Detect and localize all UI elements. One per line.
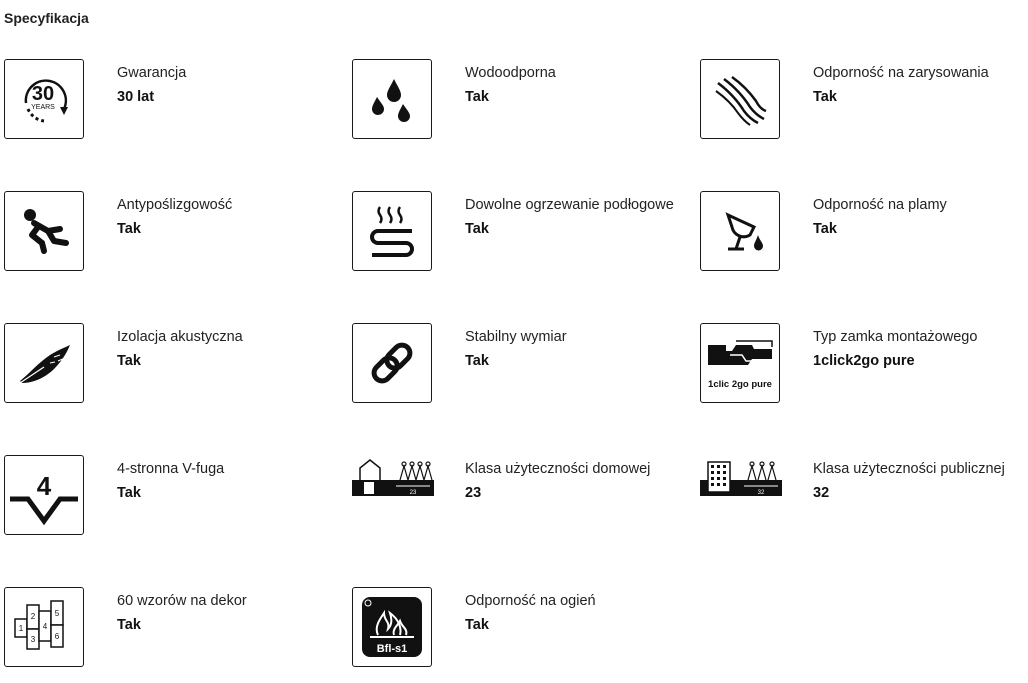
spec-label: Odporność na zarysowania (813, 65, 989, 81)
spec-label: 60 wzorów na dekor (117, 593, 247, 609)
v-groove-icon (4, 455, 84, 535)
spec-label: Typ zamka montażowego (813, 329, 978, 345)
spec-item-floor-heating (352, 191, 682, 275)
spec-label: 4-stronna V-fuga (117, 461, 225, 477)
spec-value: Tak (465, 221, 489, 237)
spec-item-acoustic-insulation (4, 323, 334, 407)
slip-icon (4, 191, 84, 271)
svg-text:2: 2 (30, 612, 36, 621)
spec-label: Klasa użyteczności publicznej (813, 461, 1005, 477)
svg-text:4: 4 (36, 471, 52, 501)
spec-item-dimensional-stability (352, 323, 682, 407)
spec-item-stain-resistance (700, 191, 1028, 275)
spec-value: Tak (813, 221, 837, 237)
svg-text:32: 32 (757, 490, 765, 496)
spec-value: 32 (813, 485, 830, 501)
spec-label: Stabilny wymiar (465, 329, 567, 345)
feather-icon (4, 323, 84, 403)
spec-item-scratch-resistance (700, 59, 1028, 143)
fire-resistance-icon (352, 587, 432, 667)
spec-item-waterproof (352, 59, 682, 143)
spec-item-anti-slip (4, 191, 334, 275)
spec-label: Odporność na ogień (465, 593, 596, 609)
svg-text:1clic 2go pure: 1clic 2go pure (708, 379, 772, 390)
spec-label: Odporność na plamy (813, 197, 947, 213)
floor-heating-icon (352, 191, 432, 271)
spec-item-domestic-class (352, 455, 682, 539)
water-drops-icon (352, 59, 432, 139)
spec-label: Dowolne ogrzewanie podłogowe (465, 197, 674, 213)
spec-value: Tak (465, 617, 489, 633)
spec-label: Wodoodporna (465, 65, 556, 81)
spec-label: Klasa użyteczności domowej (465, 461, 651, 477)
stain-glass-icon (700, 191, 780, 271)
spec-value: Tak (117, 353, 141, 369)
svg-text:5: 5 (54, 609, 60, 618)
page-title: Specyfikacja (4, 10, 89, 26)
svg-text:1: 1 (18, 624, 24, 633)
public-class-icon (700, 455, 782, 497)
svg-text:Bfl-s1: Bfl-s1 (376, 643, 408, 655)
spec-value: 1click2go pure (813, 353, 915, 369)
spec-label: Gwarancja (117, 65, 187, 81)
spec-value: 30 lat (117, 89, 155, 105)
svg-text:3: 3 (30, 635, 36, 644)
spec-item-pattern-variations (4, 587, 334, 671)
spec-item-v-groove (4, 455, 334, 539)
svg-text:4: 4 (42, 622, 48, 631)
domestic-class-icon (352, 455, 434, 497)
pattern-variations-icon (4, 587, 84, 667)
chain-link-icon (352, 323, 432, 403)
spec-value: Tak (465, 89, 489, 105)
spec-label: Izolacja akustyczna (117, 329, 243, 345)
svg-text:23: 23 (409, 490, 417, 496)
warranty-30-years-icon (4, 59, 84, 139)
spec-item-public-class (700, 455, 1028, 539)
svg-text:30: 30 (31, 83, 55, 105)
spec-item-fire-resistance (352, 587, 682, 671)
click-lock-icon (700, 323, 780, 403)
spec-value: Tak (117, 485, 141, 501)
spec-value: Tak (117, 221, 141, 237)
scratch-icon (700, 59, 780, 139)
spec-value: Tak (813, 89, 837, 105)
svg-text:6: 6 (54, 632, 60, 641)
spec-value: Tak (117, 617, 141, 633)
spec-value: Tak (465, 353, 489, 369)
spec-value: 23 (465, 485, 482, 501)
spec-item-warranty (4, 59, 334, 143)
spec-item-lock-type (700, 323, 1028, 407)
svg-text:YEARS: YEARS (31, 104, 55, 111)
spec-label: Antypoślizgowość (117, 197, 233, 213)
